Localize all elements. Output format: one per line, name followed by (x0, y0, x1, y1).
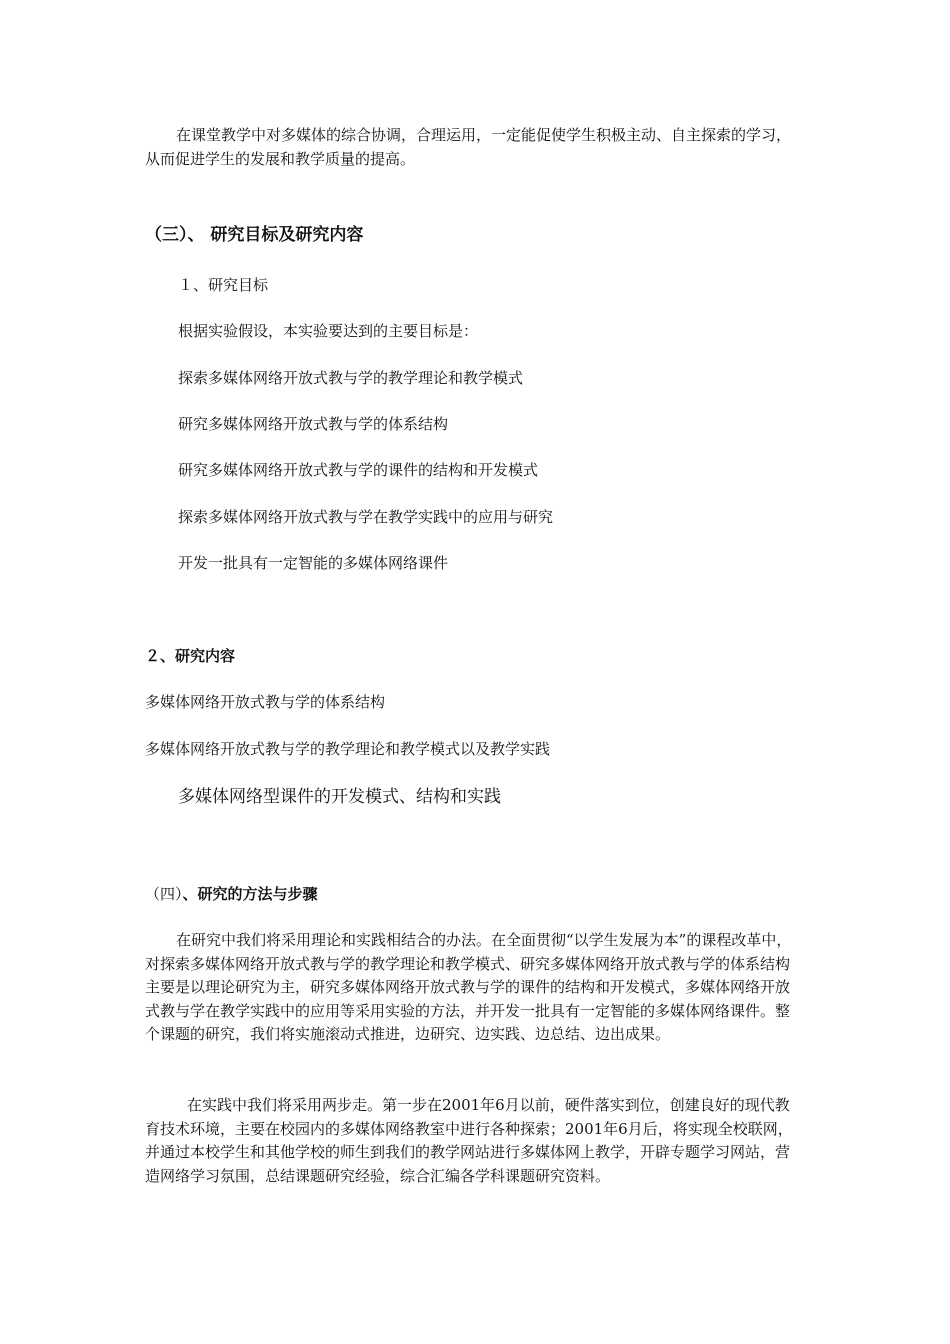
steps-paragraph: 在实践中我们将采用两步走。第一步在2001年6月以前，硬件落实到位，创建良好的现代教育技术环境，主要在校园内的多媒体网络教室中进行各种探索；2001年6月后，将实现全校联网，并通过本校学生和其他学校的师生到我们的教学网站进行多媒体网上教学，开辟专题学习网站，营造网络学习氛围，总结课题研究经验，综合汇编各学科课题研究资料。 (145, 1096, 793, 1185)
method-paragraph: 在研究中我们将采用理论和实践相结合的办法。在全面贯彻“以学生发展为本”的课程改革中，对探索多媒体网络开放式教与学的教学理论和教学模式、研究多媒体网络开放式教与学的体系结构主要是以理论研究为主，研究多媒体网络开放式教与学的课件的结构和开发模式，多媒体网络开放式教与学在教学实践中的应用等采用实验的方法，并开发一批具有一定智能的多媒体网络课件。整个课题的研究，我们将实施滚动式推进，边研究、边实践、边总结、边出成果。 (145, 931, 792, 1043)
content-item: 多媒体网络开放式教与学的体系结构 (145, 693, 386, 711)
section-4-heading-prefix: （四） (145, 885, 183, 903)
goal-item: 探索多媒体网络开放式教与学的教学理论和教学模式 (178, 369, 524, 387)
content-item: 多媒体网络开放式教与学的教学理论和教学模式以及教学实践 (145, 740, 551, 758)
goal-item: 研究多媒体网络开放式教与学的课件的结构和开发模式 (178, 461, 539, 479)
intro-paragraph: 在课堂教学中对多媒体的综合协调，合理运用，一定能促使学生积极主动、自主探索的学习，从而促进学生的发展和教学质量的提高。 (145, 126, 792, 168)
section-3-heading: （三）、 研究目标及研究内容 (145, 225, 364, 245)
section-4-heading (145, 884, 318, 904)
goal-item: 研究多媒体网络开放式教与学的体系结构 (178, 415, 449, 433)
goals-heading: １、研究目标 (178, 276, 269, 294)
section-4-heading-text: 、研究的方法与步骤 (182, 885, 318, 903)
goals-intro: 根据实验假设，本实验要达到的主要目标是： (178, 322, 479, 340)
goal-item: 探索多媒体网络开放式教与学在教学实践中的应用与研究 (178, 508, 554, 526)
content-item: 多媒体网络型课件的开发模式、结构和实践 (178, 787, 501, 807)
content-heading: ２、研究内容 (145, 647, 236, 665)
goal-item: 开发一批具有一定智能的多媒体网络课件 (178, 554, 449, 572)
